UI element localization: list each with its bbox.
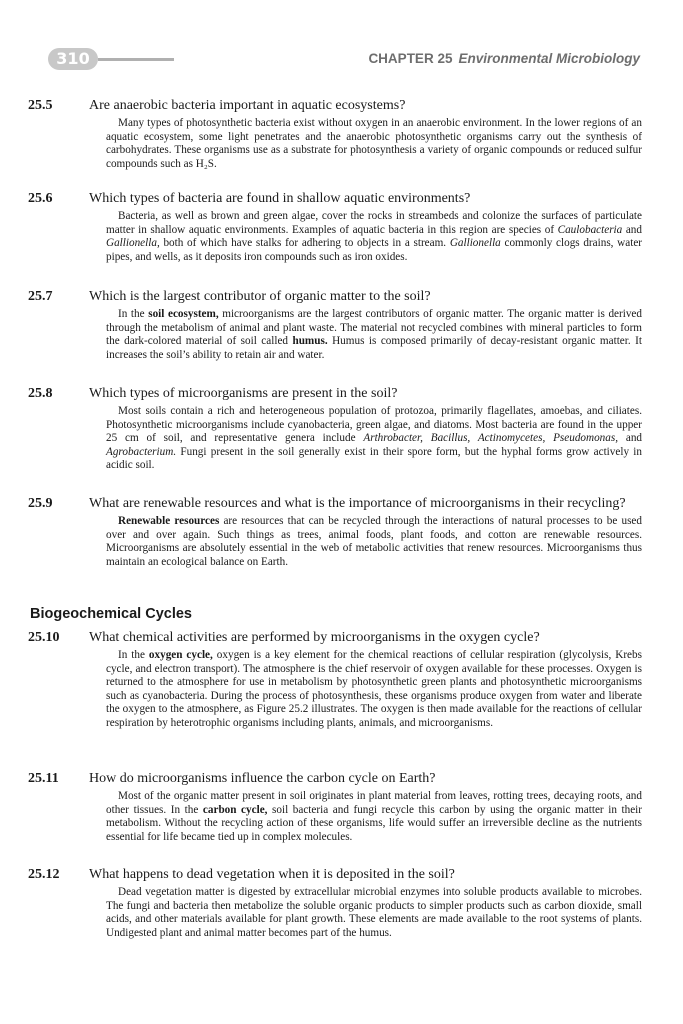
qa-block-25-11 [28, 770, 642, 844]
question-line [28, 770, 642, 787]
question-number: 25.7 [28, 289, 53, 304]
answer-text: Bacteria, as well as brown and green algae, cover the rocks in streambeds and colonize the surfaces of particulate matter in shallow aquatic environments. Examples of aquatic bacteria in this region are species of Caulobacteria and Gallionella, both of which have stalks for adhering to objects in a stream. Gallionella commonly clogs drains, water pipes, and wells, as it deposits iron compounds such as iron oxides. [106, 210, 643, 263]
chapter-heading [368, 48, 640, 70]
qa-block-25-10 [28, 629, 642, 731]
question-number: 25.5 [28, 98, 53, 113]
answer-text: In the oxygen cycle, oxygen is a key element for the chemical reactions of cellular respiration (glycolysis, Krebs cycle, and electron transport). The atmosphere is the chief reservoir of oxygen available for these processes. Oxygen is returned to the atmosphere for use in metabolism by photosynthetic green plants and photosynthetic microorganisms such as cyanobacteria. During the process of photosynthesis, these organisms produce oxygen from water and liberate the oxygen to the atmosphere, as Figure 25.2 illustrates. The oxygen is then made available for the reactions of cellular respiration by heterotrophic organisms including plants, animals, and microorganisms. [106, 649, 642, 729]
qa-block-25-8 [28, 385, 643, 473]
question-line [28, 288, 642, 305]
section-heading: Biogeochemical Cycles [30, 606, 192, 622]
question-number: 25.12 [28, 867, 60, 882]
question-text: What are renewable resources and what is the importance of microorganisms in their recycling? [89, 496, 626, 511]
qa-block-25-6 [28, 190, 643, 264]
question-text: Which is the largest contributor of organic matter to the soil? [89, 289, 431, 304]
qa-block-25-12 [28, 866, 642, 940]
answer-text: In the soil ecosystem, microorganisms are the largest contributors of organic matter. The organic matter is derived through the metabolism of animal and plant waste. The material not recycled combines with mineral particles to form the dark-colored material of soil called humus. Humus is composed primarily of decay-resistant organic matter. It increases the soil’s ability to retain air and water. [106, 308, 642, 361]
question-line [28, 629, 642, 646]
question-line [28, 866, 642, 883]
chapter-title: Environmental Microbiology [458, 51, 640, 66]
chapter-label: CHAPTER 25 [368, 51, 453, 66]
question-text: How do microorganisms influence the carbon cycle on Earth? [89, 771, 436, 786]
question-text: What chemical activities are performed by microorganisms in the oxygen cycle? [89, 630, 540, 645]
running-header [28, 44, 640, 74]
question-line [28, 385, 642, 402]
question-number: 25.6 [28, 191, 53, 206]
answer-text: Renewable resources are resources that can be recycled through the interactions of natural processes to be used over and over again. Such things as trees, animal foods, plant foods, and cotton are renewable resources. Microorganisms are absolutely essential in the web of metabolic activities that renew resources. Microorganisms thus maintain an ecological balance on Earth. [106, 515, 642, 568]
question-text: Which types of microorganisms are present in the soil? [89, 386, 398, 401]
question-line [28, 190, 642, 207]
qa-block-25-5 [28, 97, 642, 171]
answer-text: Most soils contain a rich and heterogeneous population of protozoa, primarily flagellates, amoebas, and ciliates. Photosynthetic microorganisms include cyanobacteria, green algae, and diatoms. Most bacteria are found in the upper 25 cm of soil, and representative genera include Arthrobacter, Bacillus, Actinomycetes, Pseudomonas, and Agrobacterium. Fungi present in the soil generally exist in their spore form, but the hyphal forms grow actively in acidic soil. [106, 405, 643, 472]
question-text: What happens to dead vegetation when it is deposited in the soil? [89, 867, 455, 882]
answer-text: Dead vegetation matter is digested by extracellular microbial enzymes into soluble products available to microbes. The fungi and bacteria then metabolize the soluble organic products to simpler products such as carbon dioxide, small acids, and other materials available for plant growth. These elements are made available to the root systems of plants. Undigested plant and animal matter becomes part of the humus. [106, 886, 642, 939]
qa-block-25-7 [28, 288, 642, 362]
question-number: 25.9 [28, 496, 53, 511]
question-line [28, 97, 642, 114]
question-number: 25.11 [28, 771, 59, 786]
question-text: Which types of bacteria are found in shallow aquatic environments? [89, 191, 471, 206]
answer-text: Most of the organic matter present in soil originates in plant material from leaves, rotting trees, decaying roots, and other tissues. In the carbon cycle, soil bacteria and fungi recycle this carbon by using the organic matter in their metabolism. Without the recycling action of these organisms, life would suffer an irreversible decline as the nutrients essential for life became tied up in complex molecules. [106, 790, 642, 843]
question-line [28, 495, 642, 512]
header-rule [98, 58, 174, 61]
question-text: Are anaerobic bacteria important in aquatic ecosystems? [89, 98, 406, 113]
question-number: 25.8 [28, 386, 53, 401]
answer-text: Many types of photosynthetic bacteria exist without oxygen in an anaerobic environment. In the lower regions of an aquatic ecosystem, some light penetrates and the anaerobic photosynthetic organisms carry out the synthesis of carbohydrates. These organisms use as a substrate for photosynthesis a variety of organic compounds or reduced sulfur compounds such as H₂S. [106, 117, 642, 170]
page-number: 310 [56, 49, 90, 68]
qa-block-25-9 [28, 495, 642, 569]
question-number: 25.10 [28, 630, 60, 645]
